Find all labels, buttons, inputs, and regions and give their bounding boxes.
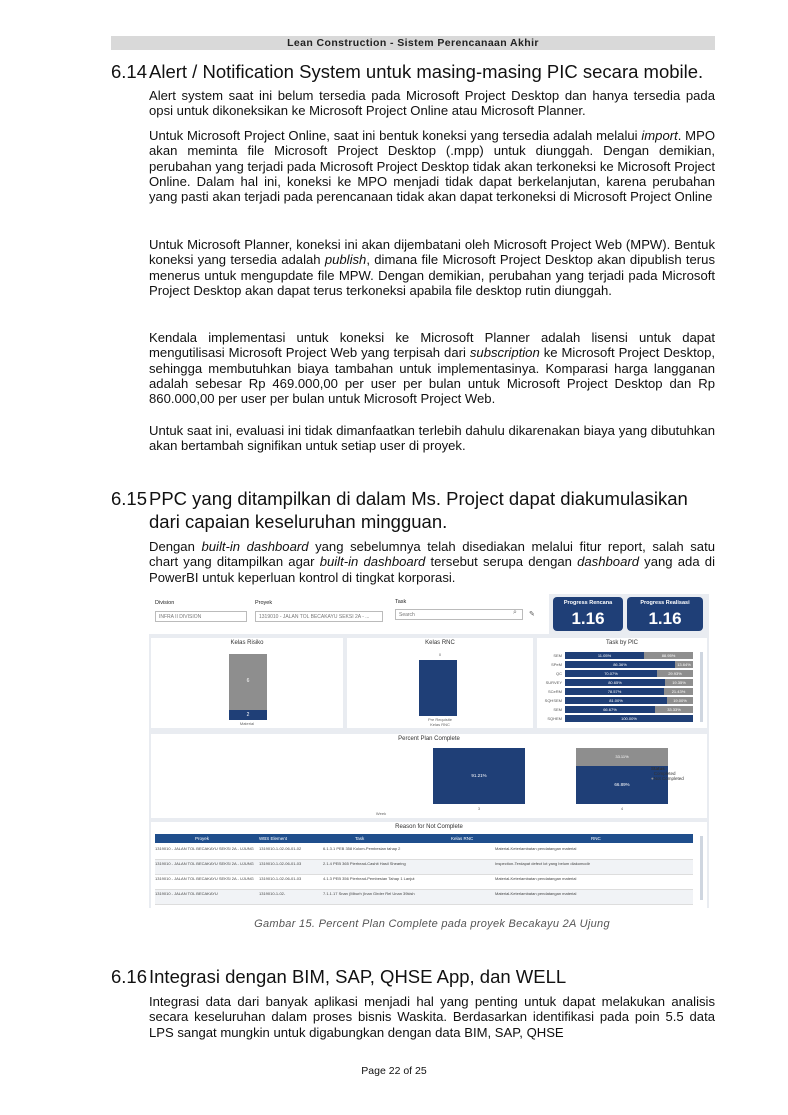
- chart-title: Kelas RNC: [425, 640, 455, 646]
- section-number: 6.15: [111, 488, 148, 509]
- pic-label: SURVEY: [545, 680, 562, 685]
- pic-label: SEM: [553, 653, 562, 658]
- pic-row: [537, 652, 707, 660]
- legend: [651, 766, 684, 781]
- pic-label: SCeRM: [547, 689, 562, 694]
- paragraph: Alert system saat ini belum tersedia pada Microsoft Project Desktop dan hanya tersedia pada opsi untuk dikoneksikan ke Microsoft Project Online atau Microsoft Planner.: [149, 88, 715, 119]
- pic-label: SQHEM: [547, 716, 562, 721]
- paragraph: Untuk Microsoft Planner, koneksi ini akan dijembatani oleh Microsoft Project Web (MPW). Bentuk koneksi yang tersedia adalah publish, dimana file Microsoft Project Desktop akan dipublish terus menerus untuk mengupdate file MPW. Dengan demikian, perubahan yang terjadi pada Microsoft Project Desktop akan dapat terus terkoneksi apabila file desktop rutin diunggah.: [149, 237, 715, 298]
- legend-item-not-completed: ●Not Completed: [651, 776, 684, 781]
- scrollbar[interactable]: [700, 836, 703, 900]
- chart-title: Kelas Risiko: [230, 640, 264, 646]
- column-header: Task: [355, 836, 365, 841]
- x-label: Pre Requisite: [427, 717, 452, 722]
- column-header: Kelas RNC: [451, 836, 474, 841]
- table-cell: Material-Keterlambatan pendatangan material: [495, 876, 577, 881]
- table-row: [155, 875, 693, 890]
- pic-bar-done: 80.65%: [565, 679, 665, 686]
- paragraph: Integrasi data dari banyak aplikasi menjadi hal yang penting untuk dapat melakukan analisis secara keseluruhan dalam proses bisnis Waskita. Berdasarkan identifikasi pada poin 5.5 data LPS sangat mungkin untuk digabungkan dengan data BIM, SAP, QHSE: [149, 994, 715, 1040]
- section-title-line1: PPC yang ditampilkan di dalam Ms. Project dapat diakumulasikan: [149, 488, 688, 509]
- pic-bar-rest: 19.00%: [667, 697, 693, 704]
- pic-row: [537, 715, 707, 723]
- table-cell: Inspection-Terdapat defect lot yang belum diakomodir: [495, 861, 590, 866]
- table-cell: 2.1.4 PEB 365 Pierhead-Cashit Hasil Shearing: [323, 861, 406, 866]
- pic-row: [537, 679, 707, 687]
- paragraph: Untuk saat ini, evaluasi ini tidak dimanfaatkan terlebih dahulu dikarenakan biaya yang dibutuhkan akan bertambah signifikan untuk setiap user di proyek.: [149, 423, 715, 454]
- dashboard-figure: [149, 594, 709, 908]
- table-cell: 1319010 - JALAN TOL BECAKAYU: [155, 891, 218, 896]
- table-cell: 4.1.3 PEB 356 Pierhead-Pembesian Tahap 1 Lanjut: [323, 876, 415, 881]
- paragraph: Kendala implementasi untuk koneksi ke Microsoft Planner adalah lisensi untuk dapat mengutilisasi Microsoft Project Web yang terpisah dari subscription ke Microsoft Project Desktop, sehingga membutuhkan biaya tambahan untuk implementasinya. Komparasi harga langganan adalah sebesar Rp 469.000,00 per user per bulan untuk Microsoft Project Desktop dan Rp 860.000,00 per user per bulan untuk Microsoft Project Web.: [149, 330, 715, 407]
- pic-row: [537, 661, 707, 669]
- table-cell: 1319010 - JALAN TOL BECAKAYU SEKSI 2A - UJUNG: [155, 876, 254, 881]
- x-label: Material: [239, 721, 255, 726]
- pic-bar-rest: 13.64%: [675, 661, 693, 668]
- search-icon: ⌕: [513, 609, 517, 616]
- project-select[interactable]: 1319010 - JALAN TOL BECAKAYU SEKSI 2A - ...: [255, 611, 383, 622]
- ppc-bar-completed: 66.89%: [576, 766, 668, 804]
- table-header: [155, 834, 693, 843]
- kpi-card-realisasi: [627, 597, 703, 631]
- running-header: Lean Construction - Sistem Perencanaan Akhir: [111, 36, 715, 50]
- division-label: Division: [155, 600, 175, 606]
- table-row: [155, 890, 693, 905]
- pic-row: [537, 697, 707, 705]
- table-cell: 7.1.1.17 Snan (Mburh )Inan Girder Rel Unan 39kish: [323, 891, 415, 896]
- section-6-14-heading: [111, 60, 703, 83]
- reason-table-panel: [151, 822, 707, 908]
- pic-row: [537, 688, 707, 696]
- kpi-label: Progress Rencana: [563, 600, 613, 606]
- pic-bar-done: 86.36%: [565, 661, 675, 668]
- pic-bar-rest: 29.93%: [657, 670, 693, 677]
- table-cell: 1319010-1-02-06-01-02: [259, 846, 302, 851]
- pic-row: [537, 706, 707, 714]
- division-select[interactable]: INFRA II DIVISION: [155, 611, 247, 622]
- table-cell: Material-Keterlambatan pendatangan material: [495, 891, 577, 896]
- table-cell: 1319010-1-02-06-01-03: [259, 861, 302, 866]
- table-cell: 1319010-1-02-: [259, 891, 286, 896]
- table-cell: 1319010 - JALAN TOL BECAKAYU SEKSI 2A - UJUNG: [155, 861, 254, 866]
- x-title: Week: [375, 811, 387, 816]
- bar: [419, 660, 457, 716]
- table-cell: 1319010-1-02-06-01-03: [259, 876, 302, 881]
- kelas-risiko-panel: [151, 638, 343, 728]
- pic-bar-rest: 21.43%: [664, 688, 693, 695]
- section-title: Integrasi dengan BIM, SAP, QHSE App, dan WELL: [149, 966, 567, 987]
- column-header: RNC: [591, 836, 601, 841]
- kpi-value: 1.16: [648, 609, 682, 628]
- table-row: [155, 845, 693, 860]
- pic-bar-done: 78.57%: [565, 688, 664, 695]
- pic-bar-rest: 19.35%: [665, 679, 693, 686]
- pic-bar-done: 66.67%: [565, 706, 655, 713]
- task-search-input[interactable]: Search: [395, 609, 523, 620]
- bar-segment-grey: 6: [229, 654, 267, 710]
- ppc-bar-completed: 91.21%: [433, 748, 525, 804]
- table-cell: 1319010 - JALAN TOL BECAKAYU SEKSI 2A - UJUNG: [155, 846, 254, 851]
- column-header: Proyek: [195, 836, 210, 841]
- pic-bar-done: 100.00%: [565, 715, 693, 722]
- data-label: 0: [438, 652, 442, 657]
- legend-title: Status: [651, 766, 665, 771]
- section-number: 6.14: [111, 61, 148, 82]
- paragraph: Dengan built-in dashboard yang sebelumnya telah disediakan melalui fitur report, salah satu chart yang ditampilkan agar built-in dashboard tersebut serupa dengan dashboard yang ada di PowerBI untuk keperluan kontrol di tingkat korporasi.: [149, 539, 716, 585]
- column-header: WBS Element: [259, 836, 288, 841]
- pic-bar-rest: 33.33%: [655, 706, 693, 713]
- page-number: Page 22 of 25: [361, 1065, 427, 1077]
- kpi-card-rencana: [553, 597, 623, 631]
- scrollbar[interactable]: [700, 652, 703, 722]
- ppc-panel: [151, 734, 707, 818]
- pic-row: [537, 670, 707, 678]
- table-row: [155, 860, 693, 875]
- project-label: Proyek: [255, 600, 273, 606]
- legend-item-completed: ●Completed: [651, 771, 676, 776]
- pic-bar-done: 11.05%: [565, 652, 644, 659]
- section-6-15-heading: [111, 487, 715, 533]
- pic-label: SPeM: [551, 662, 562, 667]
- kpi-label: Progress Realisasi: [640, 600, 690, 606]
- section-title-line2: dari capaian keseluruhan mingguan.: [149, 511, 448, 532]
- pic-label: QC: [556, 671, 562, 676]
- pic-bar-rest: 88.95%: [644, 652, 693, 659]
- erase-icon[interactable]: ✎: [529, 611, 535, 618]
- figure-caption: Gambar 15. Percent Plan Complete pada proyek Becakayu 2A Ujung: [254, 918, 610, 930]
- kelas-rnc-panel: [347, 638, 533, 728]
- chart-title: Task by PIC: [605, 640, 638, 646]
- section-title: Alert / Notification System untuk masing-masing PIC secara mobile.: [149, 61, 704, 82]
- pic-bar-done: 70.07%: [565, 670, 657, 677]
- table-cell: 6.1.3.1 PEB 358 Kolom-Pembesian tahap 2: [323, 846, 401, 851]
- chart-title: Percent Plan Complete: [398, 736, 460, 742]
- paragraph: Untuk Microsoft Project Online, saat ini bentuk koneksi yang tersedia adalah melalui import. MPO akan meminta file Microsoft Project Desktop (.mpp) untuk diunggah. Dengan demikian, perubahan yang terjadi pada Microsoft Project Desktop tidak akan terkoneksi ke Microsoft Project Online. Dalam hal ini, koneksi ke MPO menjadi tidak dapat berkelanjutan, karena perubahan yang pasti akan terjadi pada perencanaan tidak akan dapat terkoneksi di Microsoft Project Online: [149, 128, 716, 205]
- bar-segment-navy: 2: [229, 710, 267, 720]
- pic-bar-done: 81.00%: [565, 697, 667, 704]
- task-label: Task: [395, 599, 407, 605]
- task-by-pic-panel: [537, 638, 707, 728]
- ppc-bar-not-completed: 33.11%: [576, 748, 668, 766]
- pic-label: SQHSEM: [544, 698, 562, 703]
- kpi-value: 1.16: [571, 609, 605, 628]
- section-6-16-heading: [111, 965, 566, 988]
- ppc-week-label: 3: [477, 806, 481, 811]
- ppc-week-label: 4: [620, 806, 624, 811]
- pic-label: SEM: [553, 707, 562, 712]
- table-title: Reason for Not Complete: [395, 824, 463, 830]
- x-title: Kelas RNC: [430, 722, 450, 727]
- table-cell: Material-Keterlambatan pendatangan material: [495, 846, 577, 851]
- section-number: 6.16: [111, 966, 148, 987]
